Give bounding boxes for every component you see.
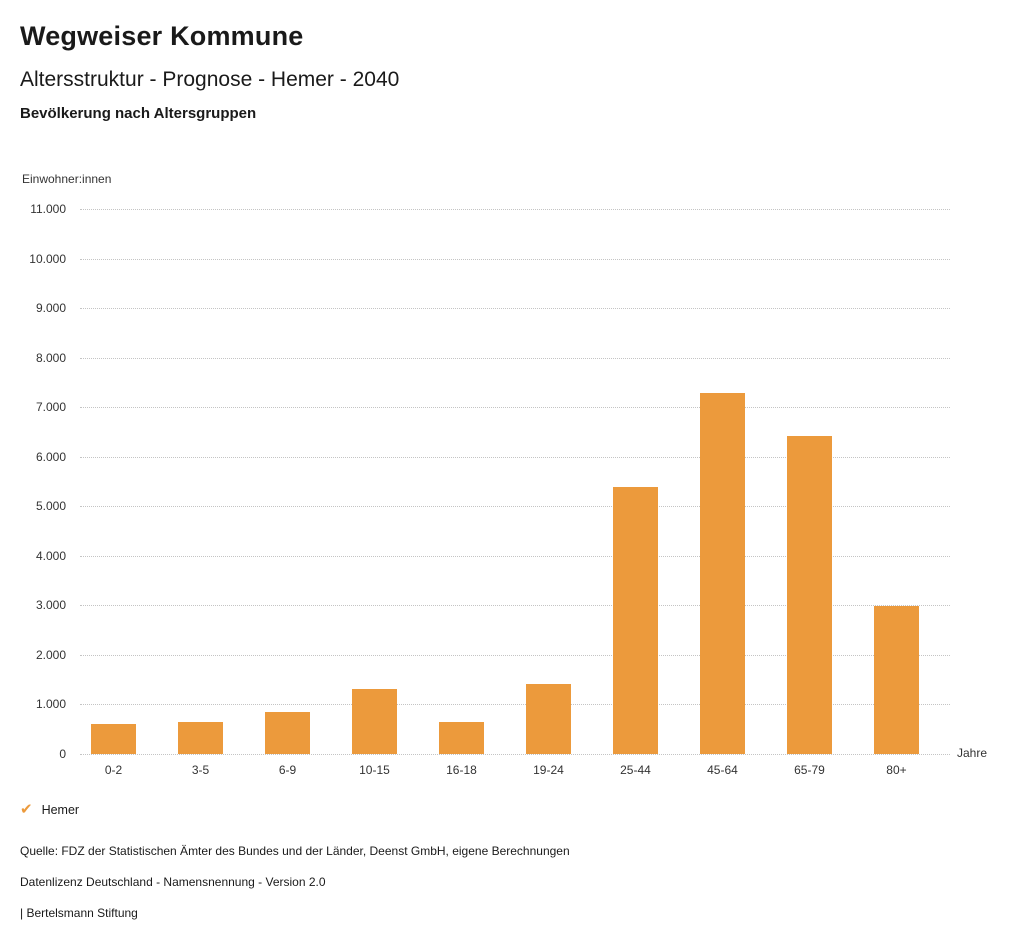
attribution-text: | Bertelsmann Stiftung <box>20 906 138 920</box>
x-tick-label: 19-24 <box>533 763 564 777</box>
y-tick-label: 3.000 <box>35 598 66 613</box>
y-tick-label: 4.000 <box>35 548 66 563</box>
grid-line <box>80 358 950 359</box>
y-tick-label: 1.000 <box>35 697 66 712</box>
y-tick-label: 2.000 <box>35 647 66 662</box>
x-axis-title: Jahre <box>957 746 988 760</box>
x-tick-label: 16-18 <box>446 763 477 777</box>
x-tick-label: 10-15 <box>359 763 390 777</box>
license-text: Datenlizenz Deutschland - Namensnennung - Version 2.0 <box>20 875 326 889</box>
bar-65-79[interactable] <box>787 436 832 754</box>
y-tick-label: 6.000 <box>35 449 66 464</box>
y-tick-label: 0 <box>59 747 66 761</box>
y-tick-label: 10.000 <box>29 251 66 266</box>
bar-16-18[interactable] <box>439 722 484 754</box>
chart-subtitle: Altersstruktur - Prognose - Hemer - 2040 <box>20 68 400 91</box>
bar-25-44[interactable] <box>613 487 658 754</box>
y-axis-tick-labels <box>0 202 66 761</box>
x-tick-label: 25-44 <box>620 763 651 777</box>
grid-line <box>80 407 950 408</box>
y-axis-title: Einwohner:innen <box>22 172 112 186</box>
bar-10-15[interactable] <box>352 689 397 754</box>
x-tick-label: 80+ <box>886 763 907 777</box>
legend-check-icon: ✔ <box>20 801 33 818</box>
x-axis-tick-labels <box>80 763 950 783</box>
y-tick-label: 5.000 <box>35 499 66 514</box>
chart-heading: Bevölkerung nach Altersgruppen <box>20 105 257 122</box>
x-tick-label: 6-9 <box>278 763 297 777</box>
bar-80+[interactable] <box>874 606 919 754</box>
y-tick-label: 7.000 <box>35 400 66 415</box>
legend-label: Hemer <box>41 802 80 817</box>
y-tick-label: 8.000 <box>35 350 66 365</box>
source-text: Quelle: FDZ der Statistischen Ämter des Bundes und der Länder, Deenst GmbH, eigene Berechnungen <box>20 844 570 858</box>
x-tick-label: 65-79 <box>794 763 825 777</box>
plot-area <box>80 209 950 754</box>
x-tick-label: 3-5 <box>191 763 210 777</box>
grid-line <box>80 209 950 210</box>
grid-line <box>80 308 950 309</box>
y-tick-label: 11.000 <box>30 202 66 216</box>
bar-3-5[interactable] <box>178 722 223 754</box>
grid-line <box>80 754 950 755</box>
y-tick-label: 9.000 <box>35 301 66 316</box>
legend[interactable] <box>20 802 79 817</box>
bar-45-64[interactable] <box>700 393 745 754</box>
x-tick-label: 0-2 <box>104 763 123 777</box>
bar-0-2[interactable] <box>91 724 136 754</box>
page-title: Wegweiser Kommune <box>20 21 304 51</box>
x-tick-label: 45-64 <box>707 763 738 777</box>
bar-19-24[interactable] <box>526 684 571 754</box>
grid-line <box>80 259 950 260</box>
bar-6-9[interactable] <box>265 712 310 754</box>
